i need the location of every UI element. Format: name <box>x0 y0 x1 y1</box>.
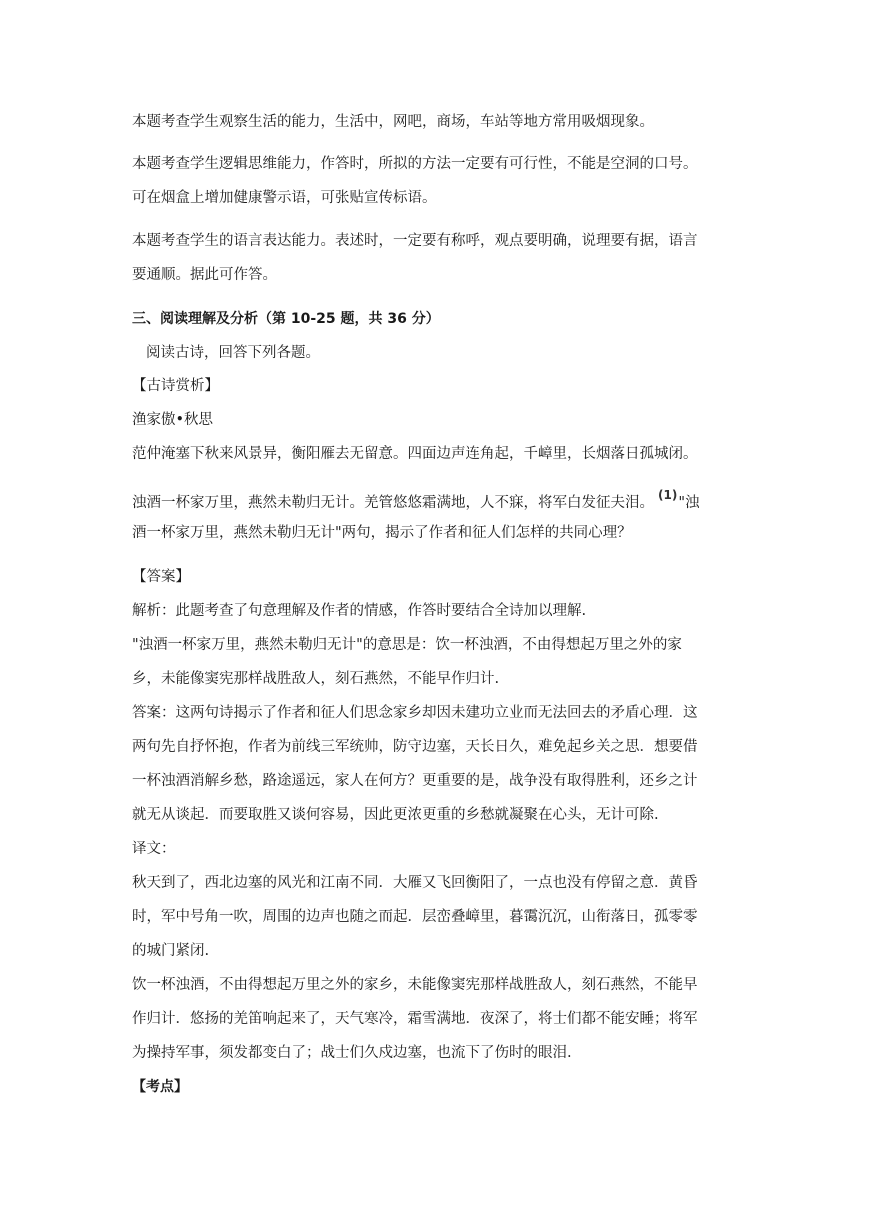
poem-line-1: 范仲淹塞下秋来风景异，衡阳雁去无留意。四面边声连角起，千嶂里，长烟落日孤城闭。 <box>132 446 698 462</box>
translation-line: 饮一杯浊酒，不由得想起万里之外的家乡，未能像窦宪那样战胜敌人，刻石燕然，不能早 <box>132 977 698 993</box>
answer-line: "浊酒一杯家万里，燕然未勒归无计"的意思是：饮一杯浊酒，不由得想起万里之外的家 <box>132 637 682 653</box>
question-line-2: 酒一杯家万里，燕然未勒归无计"两句，揭示了作者和征人们怎样的共同心理？ <box>132 525 632 541</box>
section-intro: 阅读古诗，回答下列各题。 <box>146 345 320 361</box>
translation-label: 译文： <box>132 841 176 857</box>
analysis-paragraph-1: 本题考查学生观察生活的能力，生活中，网吧，商场，车站等地方常用吸烟现象。 <box>132 114 654 130</box>
section-heading: 三、阅读理解及分析（第 10-25 题，共 36 分） <box>132 311 440 327</box>
analysis-paragraph-2-line-1: 本题考查学生逻辑思维能力，作答时，所拟的方法一定要有可行性，不能是空洞的口号。 <box>132 156 698 172</box>
answer-line: 解析：此题考查了句意理解及作者的情感，作答时要结合全诗加以理解. <box>132 603 587 619</box>
translation-line: 的城门紧闭. <box>132 943 210 959</box>
answer-line: 就无从谈起．而要取胜又谈何容易，因此更浓更重的乡愁就凝聚在心头，无计可除. <box>132 807 659 823</box>
poem-line-2: 浊酒一杯家万里，燕然未勒归无计。羌管悠悠霜满地，人不寐，将军白发征夫泪。 <box>132 495 654 511</box>
answer-line: 两句先自抒怀抱，作者为前线三军统帅，防守边塞，天长日久，难免起乡关之思．想要借 <box>132 739 698 755</box>
question-line-1-tail: "浊 <box>678 495 700 511</box>
poem-title: 渔家傲•秋思 <box>132 412 214 428</box>
answer-line: 答案：这两句诗揭示了作者和征人们思念家乡却因未建功立业而无法回去的矛盾心理．这 <box>132 705 698 721</box>
poem-line-2-with-question <box>132 488 700 513</box>
answer-line: 乡，未能像窦宪那样战胜敌人，刻石燕然，不能早作归计. <box>132 671 500 687</box>
translation-line: 为操持军事，须发都变白了；战士们久戍边塞，也流下了伤时的眼泪. <box>132 1045 572 1061</box>
analysis-paragraph-3-line-1: 本题考查学生的语言表达能力。表述时，一定要有称呼，观点要明确，说理要有据，语言 <box>132 233 698 249</box>
analysis-paragraph-3-line-2: 要通顺。据此可作答。 <box>132 267 277 283</box>
answer-tag: 【答案】 <box>132 569 190 585</box>
translation-line: 时，军中号角一吹，周围的边声也随之而起．层峦叠嶂里，暮霭沉沉，山衔落日，孤零零 <box>132 909 698 925</box>
translation-line: 作归计．悠扬的羌笛响起来了，天气寒冷，霜雪满地．夜深了，将士们都不能安睡；将军 <box>132 1011 698 1027</box>
translation-line: 秋天到了，西北边塞的风光和江南不同．大雁又飞回衡阳了，一点也没有停留之意．黄昏 <box>132 875 698 891</box>
answer-line: 一杯浊酒消解乡愁，路途遥远，家人在何方？更重要的是，战争没有取得胜利，还乡之计 <box>132 773 698 789</box>
kaodian-tag: 【考点】 <box>132 1079 188 1095</box>
analysis-paragraph-2-line-2: 可在烟盒上增加健康警示语，可张贴宣传标语。 <box>132 190 437 206</box>
question-number: (1) <box>658 488 678 502</box>
poem-appreciation-tag: 【古诗赏析】 <box>132 378 219 394</box>
